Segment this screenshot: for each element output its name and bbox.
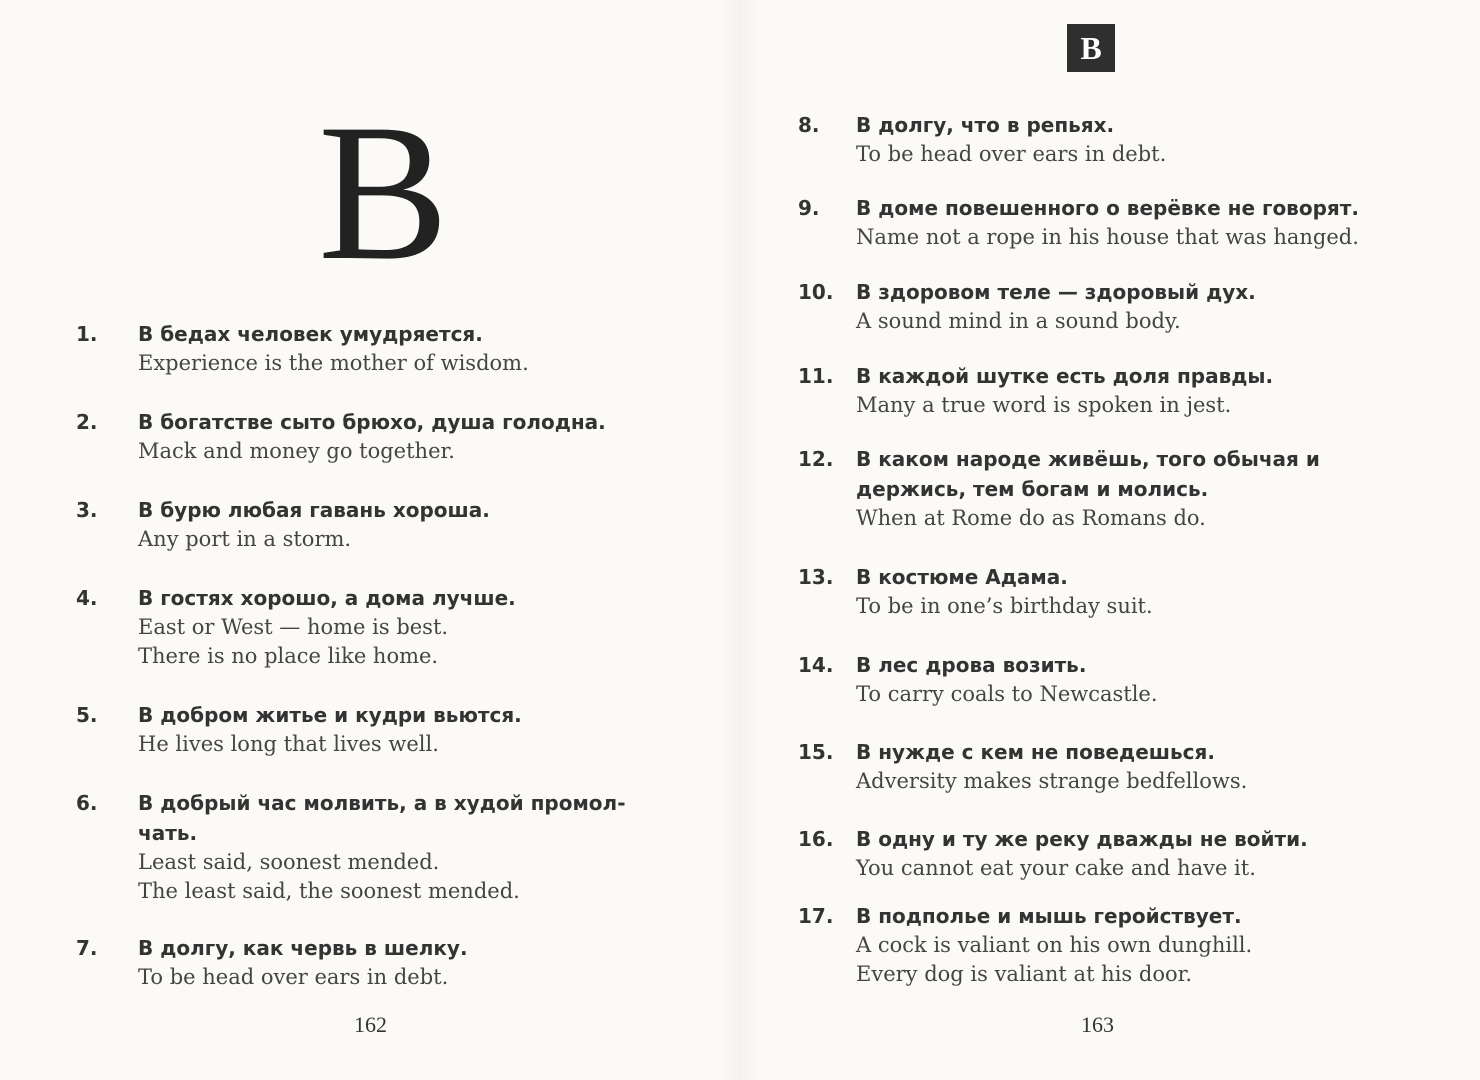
english-equivalent: East or West — home is best. <box>138 615 449 639</box>
proverb-entry <box>798 193 1458 252</box>
russian-proverb: В одну и ту же реку дважды не войти. <box>856 827 1308 851</box>
proverb-entry <box>76 933 696 992</box>
english-equivalent: When at Rome do as Romans do. <box>856 506 1206 530</box>
russian-proverb: В бурю любая гавань хороша. <box>138 498 490 522</box>
proverb-entry <box>798 361 1458 420</box>
entry-text <box>856 110 1458 169</box>
entry-number: 12. <box>798 447 834 471</box>
proverb-entry <box>798 901 1458 989</box>
english-equivalent: To be in one’s birthday suit. <box>856 594 1153 618</box>
entry-number: 3. <box>76 498 98 522</box>
russian-proverb: В бедах человек умудряется. <box>138 322 483 346</box>
entry-text <box>138 700 696 759</box>
entry-text <box>856 444 1458 533</box>
entry-text <box>138 788 696 906</box>
entry-number: 1. <box>76 322 98 346</box>
russian-proverb: В доме повешенного о верёвке не говорят. <box>856 196 1359 220</box>
english-equivalent: The least said, the soonest mended. <box>138 879 520 903</box>
russian-proverb: держись, тем богам и молись. <box>856 477 1209 501</box>
russian-proverb: В долгу, как червь в шелку. <box>138 936 468 960</box>
proverb-entry <box>76 788 696 906</box>
russian-proverb: чать. <box>138 821 198 845</box>
entry-text <box>138 407 696 466</box>
english-equivalent: Mack and money go together. <box>138 439 455 463</box>
english-equivalent: Name not a rope in his house that was hanged. <box>856 225 1359 249</box>
russian-proverb: В костюме Адама. <box>856 565 1068 589</box>
proverb-entry <box>798 650 1458 709</box>
proverb-entry <box>76 495 696 554</box>
russian-proverb: В добрый час молвить, а в худой промол- <box>138 791 626 815</box>
entry-number: 17. <box>798 904 834 928</box>
entry-number: 15. <box>798 740 834 764</box>
entry-number: 11. <box>798 364 834 388</box>
english-equivalent: A sound mind in a sound body. <box>856 309 1181 333</box>
russian-proverb: В здоровом теле — здоровый дух. <box>856 280 1256 304</box>
russian-proverb: В добром житье и кудри вьются. <box>138 703 522 727</box>
entry-text <box>856 562 1458 621</box>
entry-number: 4. <box>76 586 98 610</box>
section-letter: B <box>318 84 449 301</box>
proverb-entry <box>798 110 1458 169</box>
entry-number: 14. <box>798 653 834 677</box>
russian-proverb: В нужде с кем не поведешься. <box>856 740 1215 764</box>
russian-proverb: В долгу, что в репьях. <box>856 113 1115 137</box>
russian-proverb: В гостях хорошо, а дома лучше. <box>138 586 516 610</box>
section-tab: В <box>1067 24 1115 72</box>
english-equivalent: Least said, soonest mended. <box>138 850 440 874</box>
entry-number: 5. <box>76 703 98 727</box>
proverb-entry <box>76 407 696 466</box>
english-equivalent: Experience is the mother of wisdom. <box>138 351 529 375</box>
entry-text <box>856 193 1458 252</box>
entry-number: 6. <box>76 791 98 815</box>
page-number: 162 <box>354 1012 387 1037</box>
right-page <box>740 0 1480 1080</box>
proverb-entry <box>76 700 696 759</box>
english-equivalent: You cannot eat your cake and have it. <box>856 856 1256 880</box>
english-equivalent: To be head over ears in debt. <box>856 142 1167 166</box>
english-equivalent: To carry coals to Newcastle. <box>856 682 1158 706</box>
entry-number: 16. <box>798 827 834 851</box>
page-number: 163 <box>1081 1012 1114 1037</box>
entry-text <box>138 319 696 378</box>
english-equivalent: A cock is valiant on his own dunghill. <box>856 933 1253 957</box>
entry-text <box>856 650 1458 709</box>
english-equivalent: To be head over ears in debt. <box>138 965 449 989</box>
entry-number: 8. <box>798 113 820 137</box>
proverb-entry <box>798 824 1458 883</box>
english-equivalent: Every dog is valiant at his door. <box>856 962 1193 986</box>
english-equivalent: Many a true word is spoken in jest. <box>856 393 1232 417</box>
entry-number: 10. <box>798 280 834 304</box>
russian-proverb: В лес дрова возить. <box>856 653 1087 677</box>
english-equivalent: Any port in a storm. <box>138 527 352 551</box>
entry-text <box>138 495 696 554</box>
proverb-entry <box>798 737 1458 796</box>
proverb-entry <box>76 319 696 378</box>
entry-number: 2. <box>76 410 98 434</box>
english-equivalent: He lives long that lives well. <box>138 732 439 756</box>
russian-proverb: В подполье и мышь геройствует. <box>856 904 1242 928</box>
entry-number: 7. <box>76 936 98 960</box>
russian-proverb: В каждой шутке есть доля правды. <box>856 364 1274 388</box>
entry-text <box>138 583 696 671</box>
entry-text <box>856 277 1458 336</box>
proverb-entry <box>798 444 1458 533</box>
entry-text <box>856 901 1458 989</box>
russian-proverb: В каком народе живёшь, того обычая и <box>856 447 1320 471</box>
entry-text <box>856 824 1458 883</box>
entry-text <box>138 933 696 992</box>
english-equivalent: Adversity makes strange bedfellows. <box>856 769 1248 793</box>
proverb-entry <box>798 277 1458 336</box>
entry-text <box>856 737 1458 796</box>
proverb-entry <box>76 583 696 671</box>
entry-number: 9. <box>798 196 820 220</box>
russian-proverb: В богатстве сыто брюхо, душа голодна. <box>138 410 606 434</box>
entry-text <box>856 361 1458 420</box>
english-equivalent: There is no place like home. <box>138 644 439 668</box>
proverb-entry <box>798 562 1458 621</box>
entry-number: 13. <box>798 565 834 589</box>
